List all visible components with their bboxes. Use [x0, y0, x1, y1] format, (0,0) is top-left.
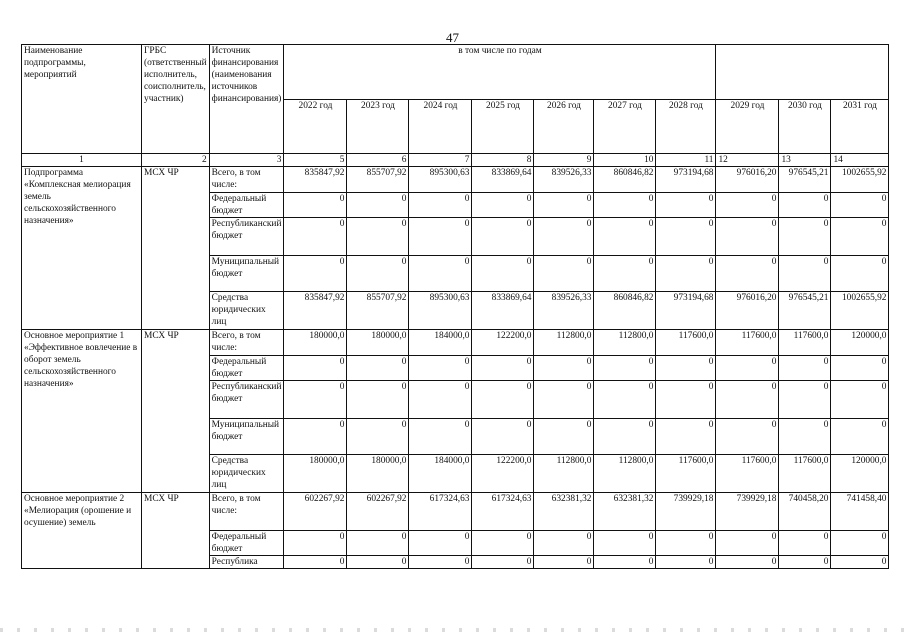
table-row: [22, 493, 889, 531]
amount-cell: 602267,92: [347, 493, 409, 531]
amount-cell: 0: [534, 531, 594, 556]
financing-table: [21, 44, 889, 569]
amount-cell: 0: [347, 531, 409, 556]
amount-cell: 0: [779, 556, 831, 569]
amount-cell: 632381,32: [594, 493, 656, 531]
column-number-row: [22, 154, 889, 167]
amount-cell: 117600,0: [716, 455, 779, 493]
funding-source: Республиканский бюджет: [209, 218, 284, 256]
amount-cell: 0: [534, 381, 594, 419]
grbs-cell: МСХ ЧР: [142, 167, 210, 330]
amount-cell: 0: [831, 356, 889, 381]
amount-cell: 180000,0: [284, 330, 347, 356]
amount-cell: 0: [534, 356, 594, 381]
amount-cell: 0: [472, 556, 534, 569]
year-header: 2030 год: [779, 99, 831, 154]
year-header: 2026 год: [534, 99, 594, 154]
amount-cell: 855707,92: [347, 292, 409, 330]
amount-cell: 0: [656, 218, 716, 256]
amount-cell: 122200,0: [472, 330, 534, 356]
amount-cell: 740458,20: [779, 493, 831, 531]
amount-cell: 833869,64: [472, 167, 534, 193]
amount-cell: 117600,0: [779, 330, 831, 356]
year-header: 2028 год: [656, 99, 716, 154]
amount-cell: 0: [409, 256, 472, 292]
amount-cell: 0: [472, 356, 534, 381]
amount-cell: 180000,0: [284, 455, 347, 493]
amount-cell: 0: [284, 256, 347, 292]
amount-cell: 0: [409, 356, 472, 381]
column-number: 11: [656, 154, 716, 167]
amount-cell: 112800,0: [594, 455, 656, 493]
program-name: Подпрограмма «Комплексная мелиорация земель сельскохозяйственного назначения»: [22, 167, 142, 330]
amount-cell: 0: [472, 381, 534, 419]
amount-cell: 0: [409, 381, 472, 419]
amount-cell: 0: [534, 256, 594, 292]
column-number: 2: [142, 154, 210, 167]
amount-cell: 117600,0: [656, 330, 716, 356]
amount-cell: 739929,18: [716, 493, 779, 531]
amount-cell: 0: [409, 419, 472, 455]
amount-cell: 0: [779, 218, 831, 256]
amount-cell: 835847,92: [284, 292, 347, 330]
amount-cell: 0: [716, 419, 779, 455]
amount-cell: 0: [656, 356, 716, 381]
amount-cell: 976545,21: [779, 167, 831, 193]
amount-cell: 0: [831, 193, 889, 218]
header-row-1: [22, 45, 889, 100]
amount-cell: 855707,92: [347, 167, 409, 193]
amount-cell: 0: [594, 356, 656, 381]
amount-cell: 0: [779, 381, 831, 419]
amount-cell: 0: [779, 256, 831, 292]
amount-cell: 0: [409, 193, 472, 218]
amount-cell: 0: [831, 419, 889, 455]
amount-cell: 0: [656, 381, 716, 419]
amount-cell: 0: [594, 193, 656, 218]
page-number: 47: [446, 30, 459, 45]
year-header: 2022 год: [284, 99, 347, 154]
amount-cell: 0: [284, 218, 347, 256]
amount-cell: 0: [347, 256, 409, 292]
col-name-header: Наименование подпрограммы, мероприятий: [22, 45, 142, 154]
amount-cell: 0: [409, 531, 472, 556]
table-body: [22, 167, 889, 569]
funding-source: Федеральный бюджет: [209, 193, 284, 218]
amount-cell: 0: [472, 256, 534, 292]
amount-cell: 0: [594, 381, 656, 419]
amount-cell: 0: [534, 556, 594, 569]
amount-cell: 0: [472, 193, 534, 218]
funding-source: Федеральный бюджет: [209, 356, 284, 381]
amount-cell: 0: [409, 218, 472, 256]
amount-cell: 0: [831, 556, 889, 569]
amount-cell: 0: [347, 356, 409, 381]
column-number: 13: [779, 154, 831, 167]
amount-cell: 0: [594, 419, 656, 455]
amount-cell: 602267,92: [284, 493, 347, 531]
column-number: 1: [22, 154, 142, 167]
amount-cell: 0: [594, 256, 656, 292]
grbs-cell: МСХ ЧР: [142, 330, 210, 493]
amount-cell: 0: [831, 218, 889, 256]
amount-cell: 0: [716, 531, 779, 556]
amount-cell: 0: [534, 218, 594, 256]
amount-cell: 117600,0: [779, 455, 831, 493]
year-header: 2023 год: [347, 99, 409, 154]
amount-cell: 976545,21: [779, 292, 831, 330]
amount-cell: 0: [716, 256, 779, 292]
amount-cell: 0: [831, 256, 889, 292]
program-name: Основное мероприятие 2 «Мелиорация (орошение и осушение) земель: [22, 493, 142, 569]
column-number: 8: [472, 154, 534, 167]
funding-source: Федеральный бюджет: [209, 531, 284, 556]
amount-cell: 0: [656, 419, 716, 455]
column-number: 3: [209, 154, 284, 167]
scan-artifact: [0, 628, 905, 632]
column-number: 6: [347, 154, 409, 167]
amount-cell: 0: [656, 556, 716, 569]
amount-cell: 184000,0: [409, 330, 472, 356]
amount-cell: 117600,0: [716, 330, 779, 356]
amount-cell: 0: [284, 193, 347, 218]
years-group-header: в том числе по годам: [284, 45, 716, 100]
amount-cell: 117600,0: [656, 455, 716, 493]
funding-source: Всего, в том числе:: [209, 493, 284, 531]
amount-cell: 0: [284, 556, 347, 569]
column-number: 14: [831, 154, 889, 167]
amount-cell: 739929,18: [656, 493, 716, 531]
amount-cell: 860846,82: [594, 292, 656, 330]
amount-cell: 1002655,92: [831, 292, 889, 330]
amount-cell: 0: [347, 419, 409, 455]
amount-cell: 0: [716, 381, 779, 419]
amount-cell: 976016,20: [716, 292, 779, 330]
amount-cell: 0: [594, 531, 656, 556]
amount-cell: 741458,40: [831, 493, 889, 531]
amount-cell: 0: [409, 556, 472, 569]
year-header: 2025 год: [472, 99, 534, 154]
amount-cell: 0: [656, 193, 716, 218]
amount-cell: 180000,0: [347, 330, 409, 356]
amount-cell: 0: [284, 419, 347, 455]
grbs-cell: МСХ ЧР: [142, 493, 210, 569]
amount-cell: 860846,82: [594, 167, 656, 193]
amount-cell: 0: [594, 218, 656, 256]
amount-cell: 0: [716, 356, 779, 381]
amount-cell: 0: [779, 356, 831, 381]
funding-source: Республика: [209, 556, 284, 569]
amount-cell: 122200,0: [472, 455, 534, 493]
amount-cell: 617324,63: [472, 493, 534, 531]
amount-cell: 1002655,92: [831, 167, 889, 193]
amount-cell: 839526,33: [534, 292, 594, 330]
amount-cell: 839526,33: [534, 167, 594, 193]
funding-source: Средства юридических лиц: [209, 455, 284, 493]
amount-cell: 0: [284, 531, 347, 556]
column-number: 5: [284, 154, 347, 167]
years-group-spacer: [716, 45, 889, 100]
amount-cell: 120000,0: [831, 455, 889, 493]
funding-source: Всего, в том числе:: [209, 330, 284, 356]
amount-cell: 0: [347, 193, 409, 218]
year-header: 2029 год: [716, 99, 779, 154]
amount-cell: 973194,68: [656, 167, 716, 193]
amount-cell: 0: [347, 381, 409, 419]
amount-cell: 0: [472, 531, 534, 556]
amount-cell: 0: [831, 381, 889, 419]
amount-cell: 112800,0: [594, 330, 656, 356]
funding-source: Муниципальный бюджет: [209, 419, 284, 455]
col-source-header: Источник финансирования (наименования источников финансирования): [209, 45, 284, 154]
amount-cell: 976016,20: [716, 167, 779, 193]
year-header: 2024 год: [409, 99, 472, 154]
amount-cell: 895300,63: [409, 292, 472, 330]
col-grbs-header: ГРБС (ответственный исполнитель, соисполнитель, участник): [142, 45, 210, 154]
amount-cell: 0: [347, 556, 409, 569]
amount-cell: 0: [472, 419, 534, 455]
amount-cell: 0: [656, 256, 716, 292]
amount-cell: 0: [831, 531, 889, 556]
amount-cell: 0: [779, 193, 831, 218]
year-header: 2031 год: [831, 99, 889, 154]
amount-cell: 0: [779, 419, 831, 455]
amount-cell: 895300,63: [409, 167, 472, 193]
amount-cell: 184000,0: [409, 455, 472, 493]
amount-cell: 0: [716, 193, 779, 218]
amount-cell: 632381,32: [534, 493, 594, 531]
amount-cell: 0: [284, 381, 347, 419]
amount-cell: 973194,68: [656, 292, 716, 330]
amount-cell: 0: [472, 218, 534, 256]
amount-cell: 0: [284, 356, 347, 381]
year-header: 2027 год: [594, 99, 656, 154]
table-row: [22, 167, 889, 193]
column-number: 10: [594, 154, 656, 167]
amount-cell: 0: [779, 531, 831, 556]
amount-cell: 833869,64: [472, 292, 534, 330]
amount-cell: 112800,0: [534, 455, 594, 493]
amount-cell: 112800,0: [534, 330, 594, 356]
funding-source: Республиканский бюджет: [209, 381, 284, 419]
column-number: 9: [534, 154, 594, 167]
amount-cell: 0: [716, 556, 779, 569]
column-number: 7: [409, 154, 472, 167]
amount-cell: 0: [534, 193, 594, 218]
table-row: [22, 330, 889, 356]
funding-source: Средства юридических лиц: [209, 292, 284, 330]
amount-cell: 835847,92: [284, 167, 347, 193]
amount-cell: 0: [716, 218, 779, 256]
amount-cell: 0: [534, 419, 594, 455]
amount-cell: 120000,0: [831, 330, 889, 356]
amount-cell: 617324,63: [409, 493, 472, 531]
amount-cell: 0: [594, 556, 656, 569]
column-number: 12: [716, 154, 779, 167]
funding-source: Муниципальный бюджет: [209, 256, 284, 292]
amount-cell: 180000,0: [347, 455, 409, 493]
funding-source: Всего, в том числе:: [209, 167, 284, 193]
amount-cell: 0: [656, 531, 716, 556]
program-name: Основное мероприятие 1 «Эффективное вовлечение в оборот земель сельскохозяйственного назначения»: [22, 330, 142, 493]
amount-cell: 0: [347, 218, 409, 256]
